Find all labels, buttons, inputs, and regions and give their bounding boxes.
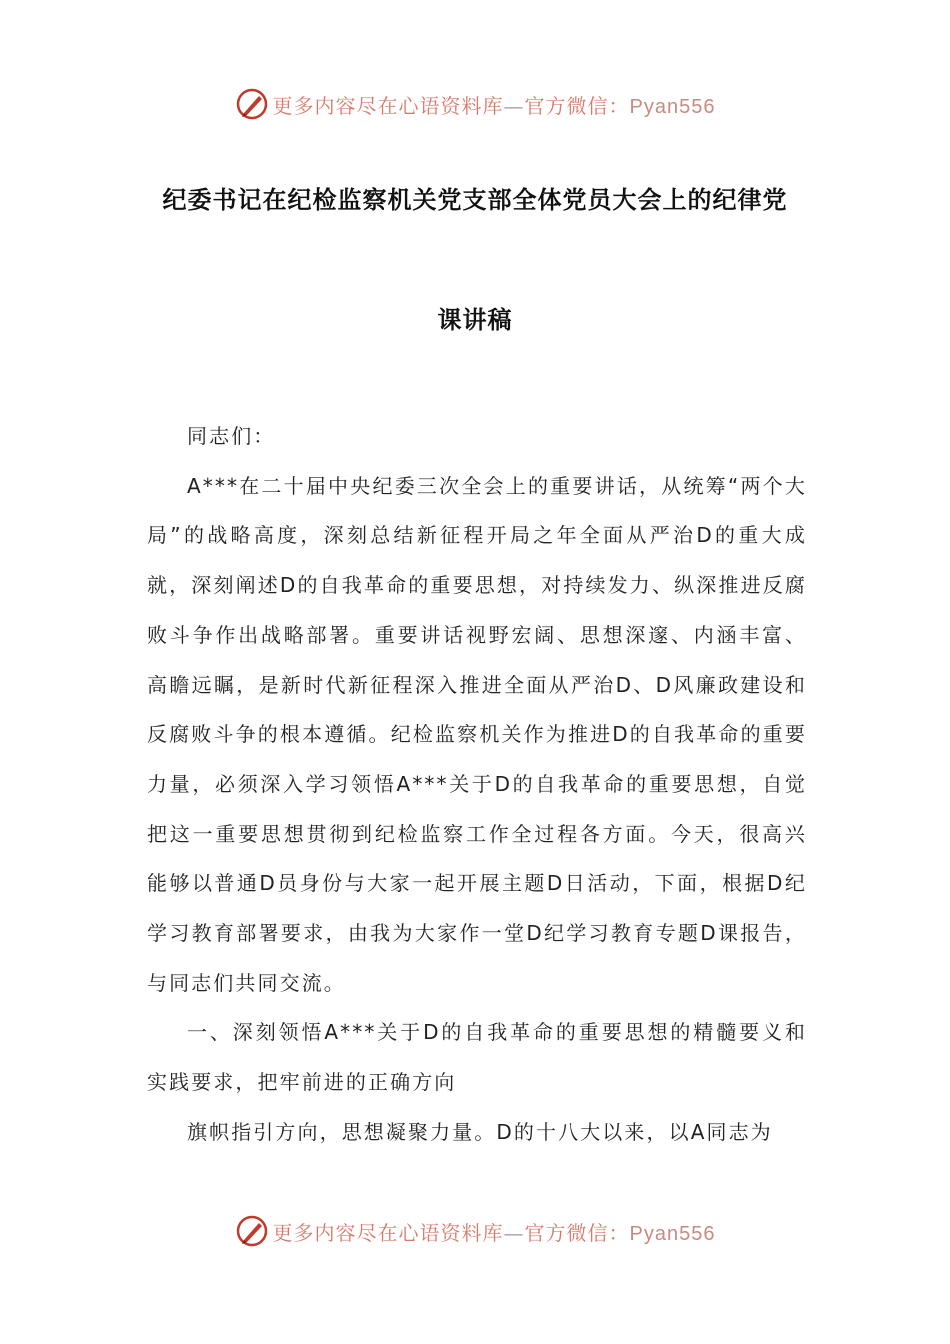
document-title-line2: 课讲稿 [437,306,513,334]
watermark-dash: — [503,93,525,118]
watermark-header [0,84,950,124]
watermark-label: 官方微信： [524,93,630,118]
section-heading: 一、深刻领悟A***关于D的自我革命的重要思想的精髓要义和实践要求，把牢前进的正确方向 [147,1020,807,1095]
watermark-text [273,90,716,119]
pen-logo-icon [235,87,269,121]
watermark-site: 更多内容尽在心语资料库 [272,1220,504,1245]
salutation: 同志们： [187,424,276,448]
pen-logo-icon [235,1214,269,1248]
watermark-dash: — [503,1220,525,1245]
watermark-text [273,1217,716,1246]
watermark-label: 官方微信： [524,1220,630,1245]
body-paragraph: A***在二十届中央纪委三次全会上的重要讲话，从统筹“两个大局”的战略高度，深刻总结新征程开局之年全面从严治D的重大成就，深刻阐述D的自我革命的重要思想，对持续发力、纵深推进反腐败斗争作出战略部署。重要讲话视野宏阔、思想深邃、内涵丰富、高瞻远瞩，是新时代新征程深入推进全面从严治D、D风廉政建设和反腐败斗争的根本遵循。纪检监察机关作为推进D的自我革命的重要力量，必须深入学习领悟A***关于D的自我革命的重要思想，自觉把这一重要思想贯彻到纪检监察工作全过程各方面。今天，很高兴能够以普通D员身份与大家一起开展主题D日活动，下面，根据D纪学习教育部署要求，由我为大家作一堂D纪学习教育专题D课报告，与同志们共同交流。 [147,473,807,995]
body-paragraph: 旗帜指引方向，思想凝聚力量。D的十八大以来，以A同志为 [187,1119,773,1144]
document-body [147,412,807,1158]
watermark-site: 更多内容尽在心语资料库 [272,93,504,118]
watermark-handle: Pyan556 [629,95,716,118]
document-title-line1: 纪委书记在纪检监察机关党支部全体党员大会上的纪律党 [162,186,788,214]
watermark-handle: Pyan556 [629,1222,716,1245]
watermark-footer [0,1211,950,1251]
